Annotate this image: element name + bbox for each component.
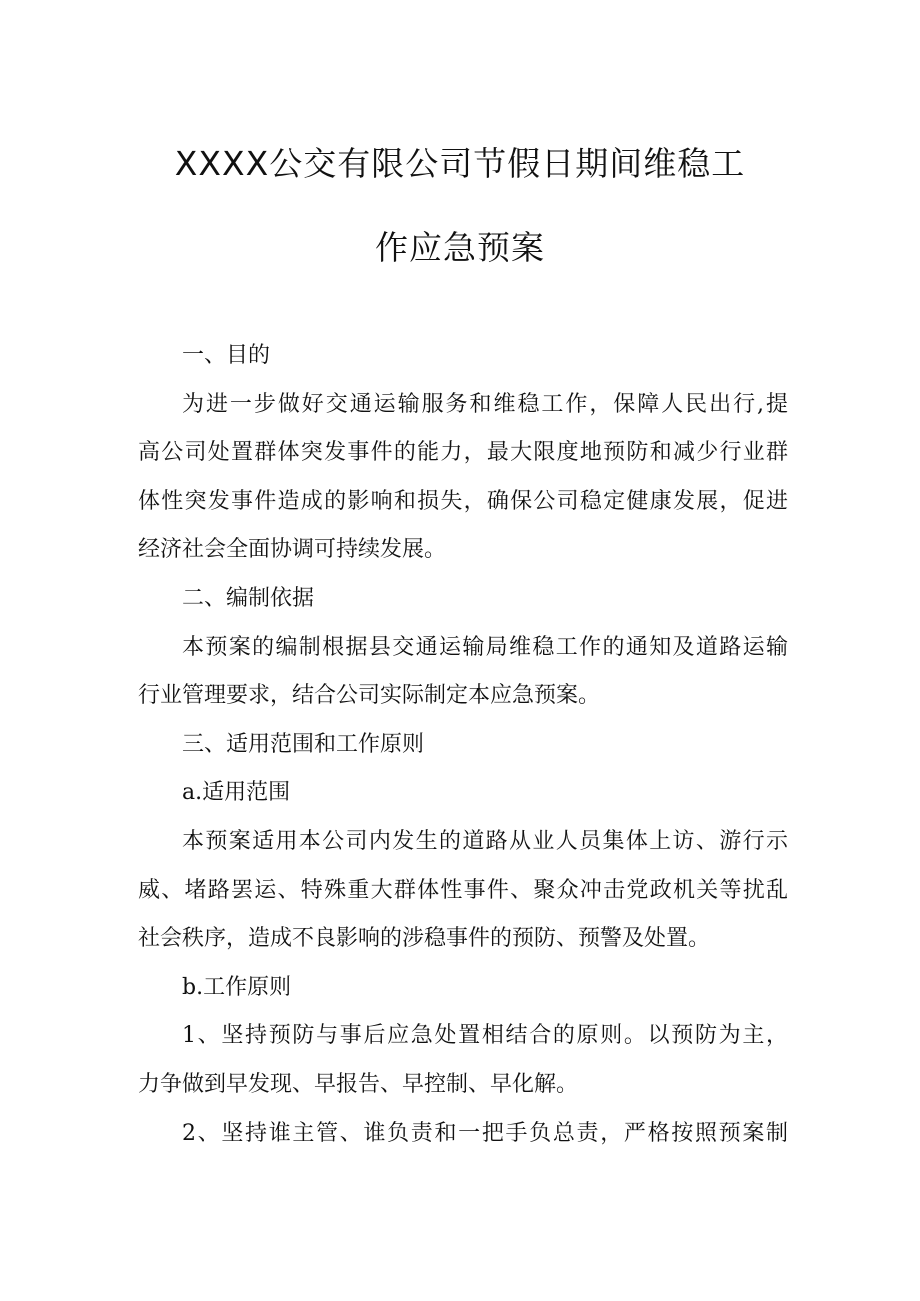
paragraph-line: 本预案的编制根据县交通运输局维稳工作的通知及道路运输 <box>182 634 788 660</box>
paragraph-line: 力争做到早发现、早报告、早控制、早化解。 <box>138 1071 579 1097</box>
document-body <box>138 332 788 1158</box>
section-heading: 三、适用范围和工作原则 <box>182 731 425 757</box>
paragraph-line: 行业管理要求，结合公司实际制定本应急预案。 <box>138 683 601 709</box>
section-heading: 二、编制依据 <box>182 585 315 611</box>
paragraph-line: 2、坚持谁主管、谁负责和一把手负总责，严格按照预案制 <box>182 1120 788 1146</box>
paragraph-line: 高公司处置群体突发事件的能力，最大限度地预防和减少行业群 <box>138 440 788 466</box>
subsection-heading: b.工作原则 <box>182 974 292 1000</box>
paragraph-line: 1、坚持预防与事后应急处置相结合的原则。以预防为主， <box>182 1023 788 1049</box>
subsection-heading: a.适用范围 <box>182 780 291 806</box>
paragraph-line: 威、堵路罢运、特殊重大群体性事件、聚众冲击党政机关等扰乱 <box>138 877 788 903</box>
paragraph-line: 体性突发事件造成的影响和损失，确保公司稳定健康发展，促进 <box>138 488 788 514</box>
document-title-line-1: XXXX公交有限公司节假日期间维稳工 <box>174 144 746 183</box>
paragraph-line: 经济社会全面协调可持续发展。 <box>138 537 447 563</box>
document-title-line-2: 作应急预案 <box>375 228 545 267</box>
paragraph-line: 为进一步做好交通运输服务和维稳工作，保障人民出行,提 <box>182 391 788 417</box>
paragraph-line: 社会秩序，造成不良影响的涉稳事件的预防、预警及处置。 <box>138 926 711 952</box>
paragraph-line: 本预案适用本公司内发生的道路从业人员集体上访、游行示 <box>182 828 788 854</box>
section-heading: 一、目的 <box>182 343 271 368</box>
